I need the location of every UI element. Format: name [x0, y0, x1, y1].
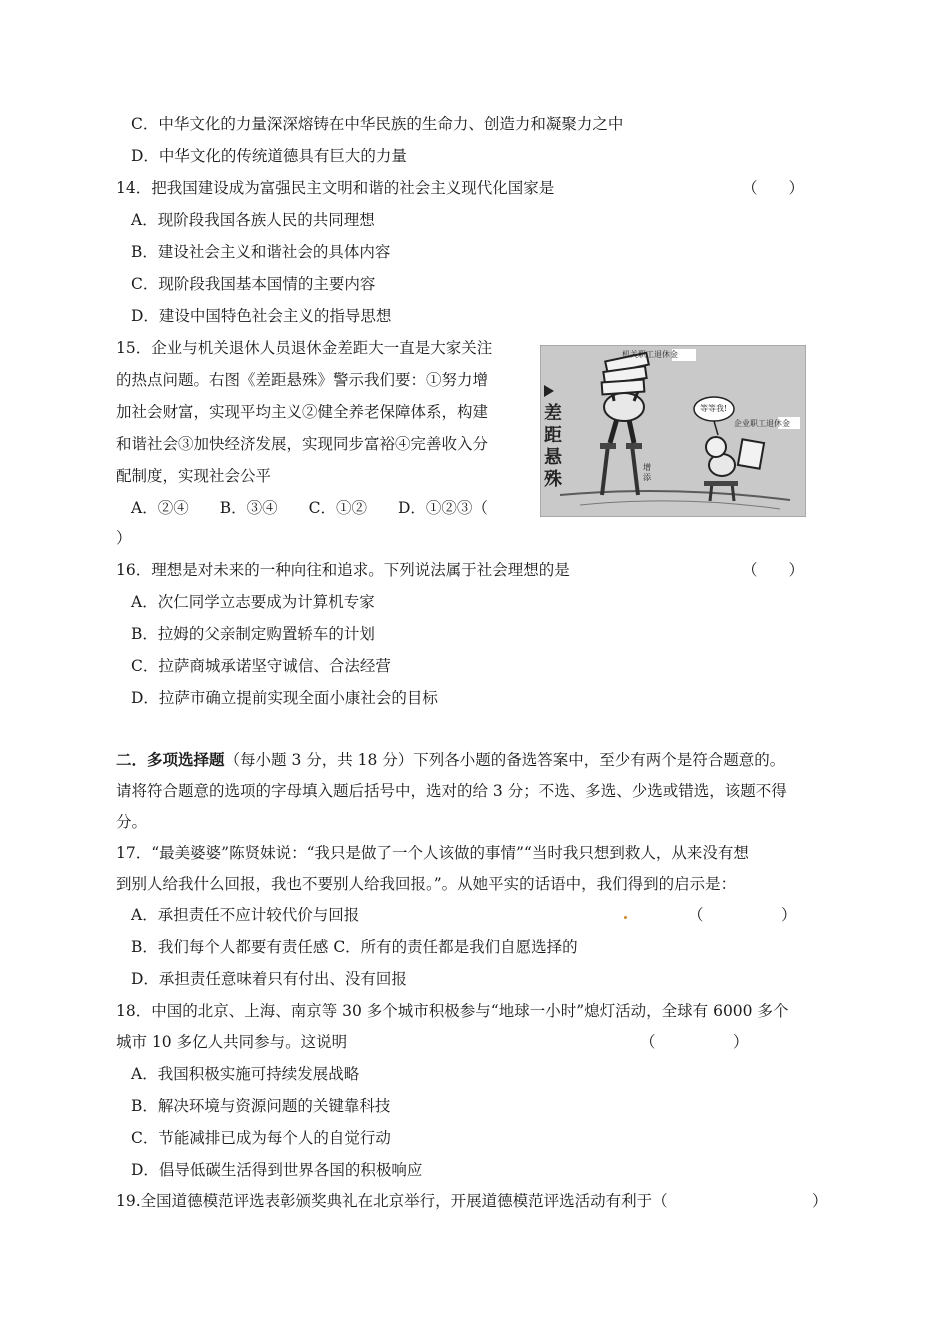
q19-paren-close: ） [812, 1192, 828, 1210]
q18-option-c: C．节能减排已成为每个人的自觉行动 [131, 1129, 391, 1147]
q15-line-2: 的热点问题。右图《差距悬殊》警示我们要：①努力增 [116, 371, 489, 389]
q17-line-1: 17．“最美婆婆”陈贤妹说：“我只是做了一个人该做的事情”“当时我只想到救人，从来没有想 [116, 844, 749, 862]
cartoon-label-left: 机关职工退休金 [622, 350, 678, 359]
q14-stem: 14．把我国建设成为富强民主文明和谐的社会主义现代化国家是 [116, 179, 555, 197]
q15-paren-close: ） [116, 529, 132, 547]
q17-option-d: D．承担责任意味着只有付出、没有回报 [131, 970, 407, 988]
q16-option-b: B．拉姆的父亲制定购置轿车的计划 [131, 625, 375, 643]
q18-option-b: B．解决环境与资源问题的关键靠科技 [131, 1097, 391, 1115]
q17-option-a: A．承担责任不应计较代价与回报 [131, 906, 360, 924]
q17-answer-paren: （ ） [688, 906, 797, 924]
q18-answer-paren: （ ） [640, 1033, 749, 1051]
section2-intro-line-2: 请将符合题意的选项的字母填入题后括号中，选对的给 3 分；不选、多选、少选或错选，该题不得 [116, 782, 787, 800]
q13-option-c: C．中华文化的力量深深熔铸在中华民族的生命力、创造力和凝聚力之中 [131, 115, 624, 133]
cartoon-title: 差距悬殊 [544, 403, 562, 490]
q14-answer-paren: （ ） [742, 179, 805, 197]
q15-line-4: 和谐社会③加快经济发展，实现同步富裕④完善收入分 [116, 435, 489, 453]
q18-option-a: A．我国积极实施可持续发展战略 [131, 1065, 360, 1083]
q18-line-1: 18．中国的北京、上海、南京等 30 多个城市积极参与“地球一小时”熄灯活动，全球有 6000 多个 [116, 1002, 789, 1020]
q17-option-bc: B．我们每个人都要有责任感 C．所有的责任都是我们自愿选择的 [131, 938, 578, 956]
q19-stem: 19.全国道德模范评选表彰颁奖典礼在北京举行，开展道德模范评选活动有利于（ [116, 1192, 668, 1210]
section2-heading: 二．多项选择题 [116, 750, 225, 769]
q16-option-c: C．拉萨商城承诺坚守诚信、合法经营 [131, 657, 391, 675]
q17-line-2: 到别人给我什么回报，我也不要别人给我回报。”。从她平实的话语中，我们得到的启示是： [116, 875, 737, 893]
section2-intro-text: （每小题 3 分，共 18 分）下列各小题的备选答案中，至少有两个是符合题意的。 [224, 751, 786, 769]
cartoon-speech: 等等我! [700, 404, 728, 413]
q14-option-a: A．现阶段我国各族人民的共同理想 [131, 211, 375, 229]
q18-option-d: D．倡导低碳生活得到世界各国的积极响应 [131, 1161, 423, 1179]
q16-answer-paren: （ ） [742, 561, 805, 579]
ink-dot [624, 916, 627, 919]
cartoon-label-right: 企业职工退休金 [734, 419, 790, 428]
q14-option-b: B．建设社会主义和谐社会的具体内容 [131, 243, 391, 261]
q16-option-d: D．拉萨市确立提前实现全面小康社会的目标 [131, 689, 438, 707]
q18-line-2: 城市 10 多亿人共同参与。这说明 [116, 1033, 348, 1051]
q15-line-1: 15．企业与机关退休人员退休金差距大一直是大家关注 [116, 339, 493, 357]
q14-option-c: C．现阶段我国基本国情的主要内容 [131, 275, 376, 293]
section2-intro-line-3: 分。 [116, 813, 148, 831]
cartoon-stilt-label: 增添 [643, 463, 651, 482]
section2-intro-line-1 [116, 750, 785, 770]
q15-options: A．②④ B．③④ C．①② D．①②③（ [131, 499, 488, 517]
q15-line-5: 配制度，实现社会公平 [116, 467, 272, 485]
q14-option-d: D．建设中国特色社会主义的指导思想 [131, 307, 392, 325]
q15-line-3: 加社会财富，实现平均主义②健全养老保障体系，构建 [116, 403, 489, 421]
q13-option-d: D．中华文化的传统道德具有巨大的力量 [131, 147, 407, 165]
cartoon-image [540, 345, 806, 517]
q16-stem: 16．理想是对未来的一种向往和追求。下列说法属于社会理想的是 [116, 561, 570, 579]
q16-option-a: A．次仁同学立志要成为计算机专家 [131, 593, 375, 611]
